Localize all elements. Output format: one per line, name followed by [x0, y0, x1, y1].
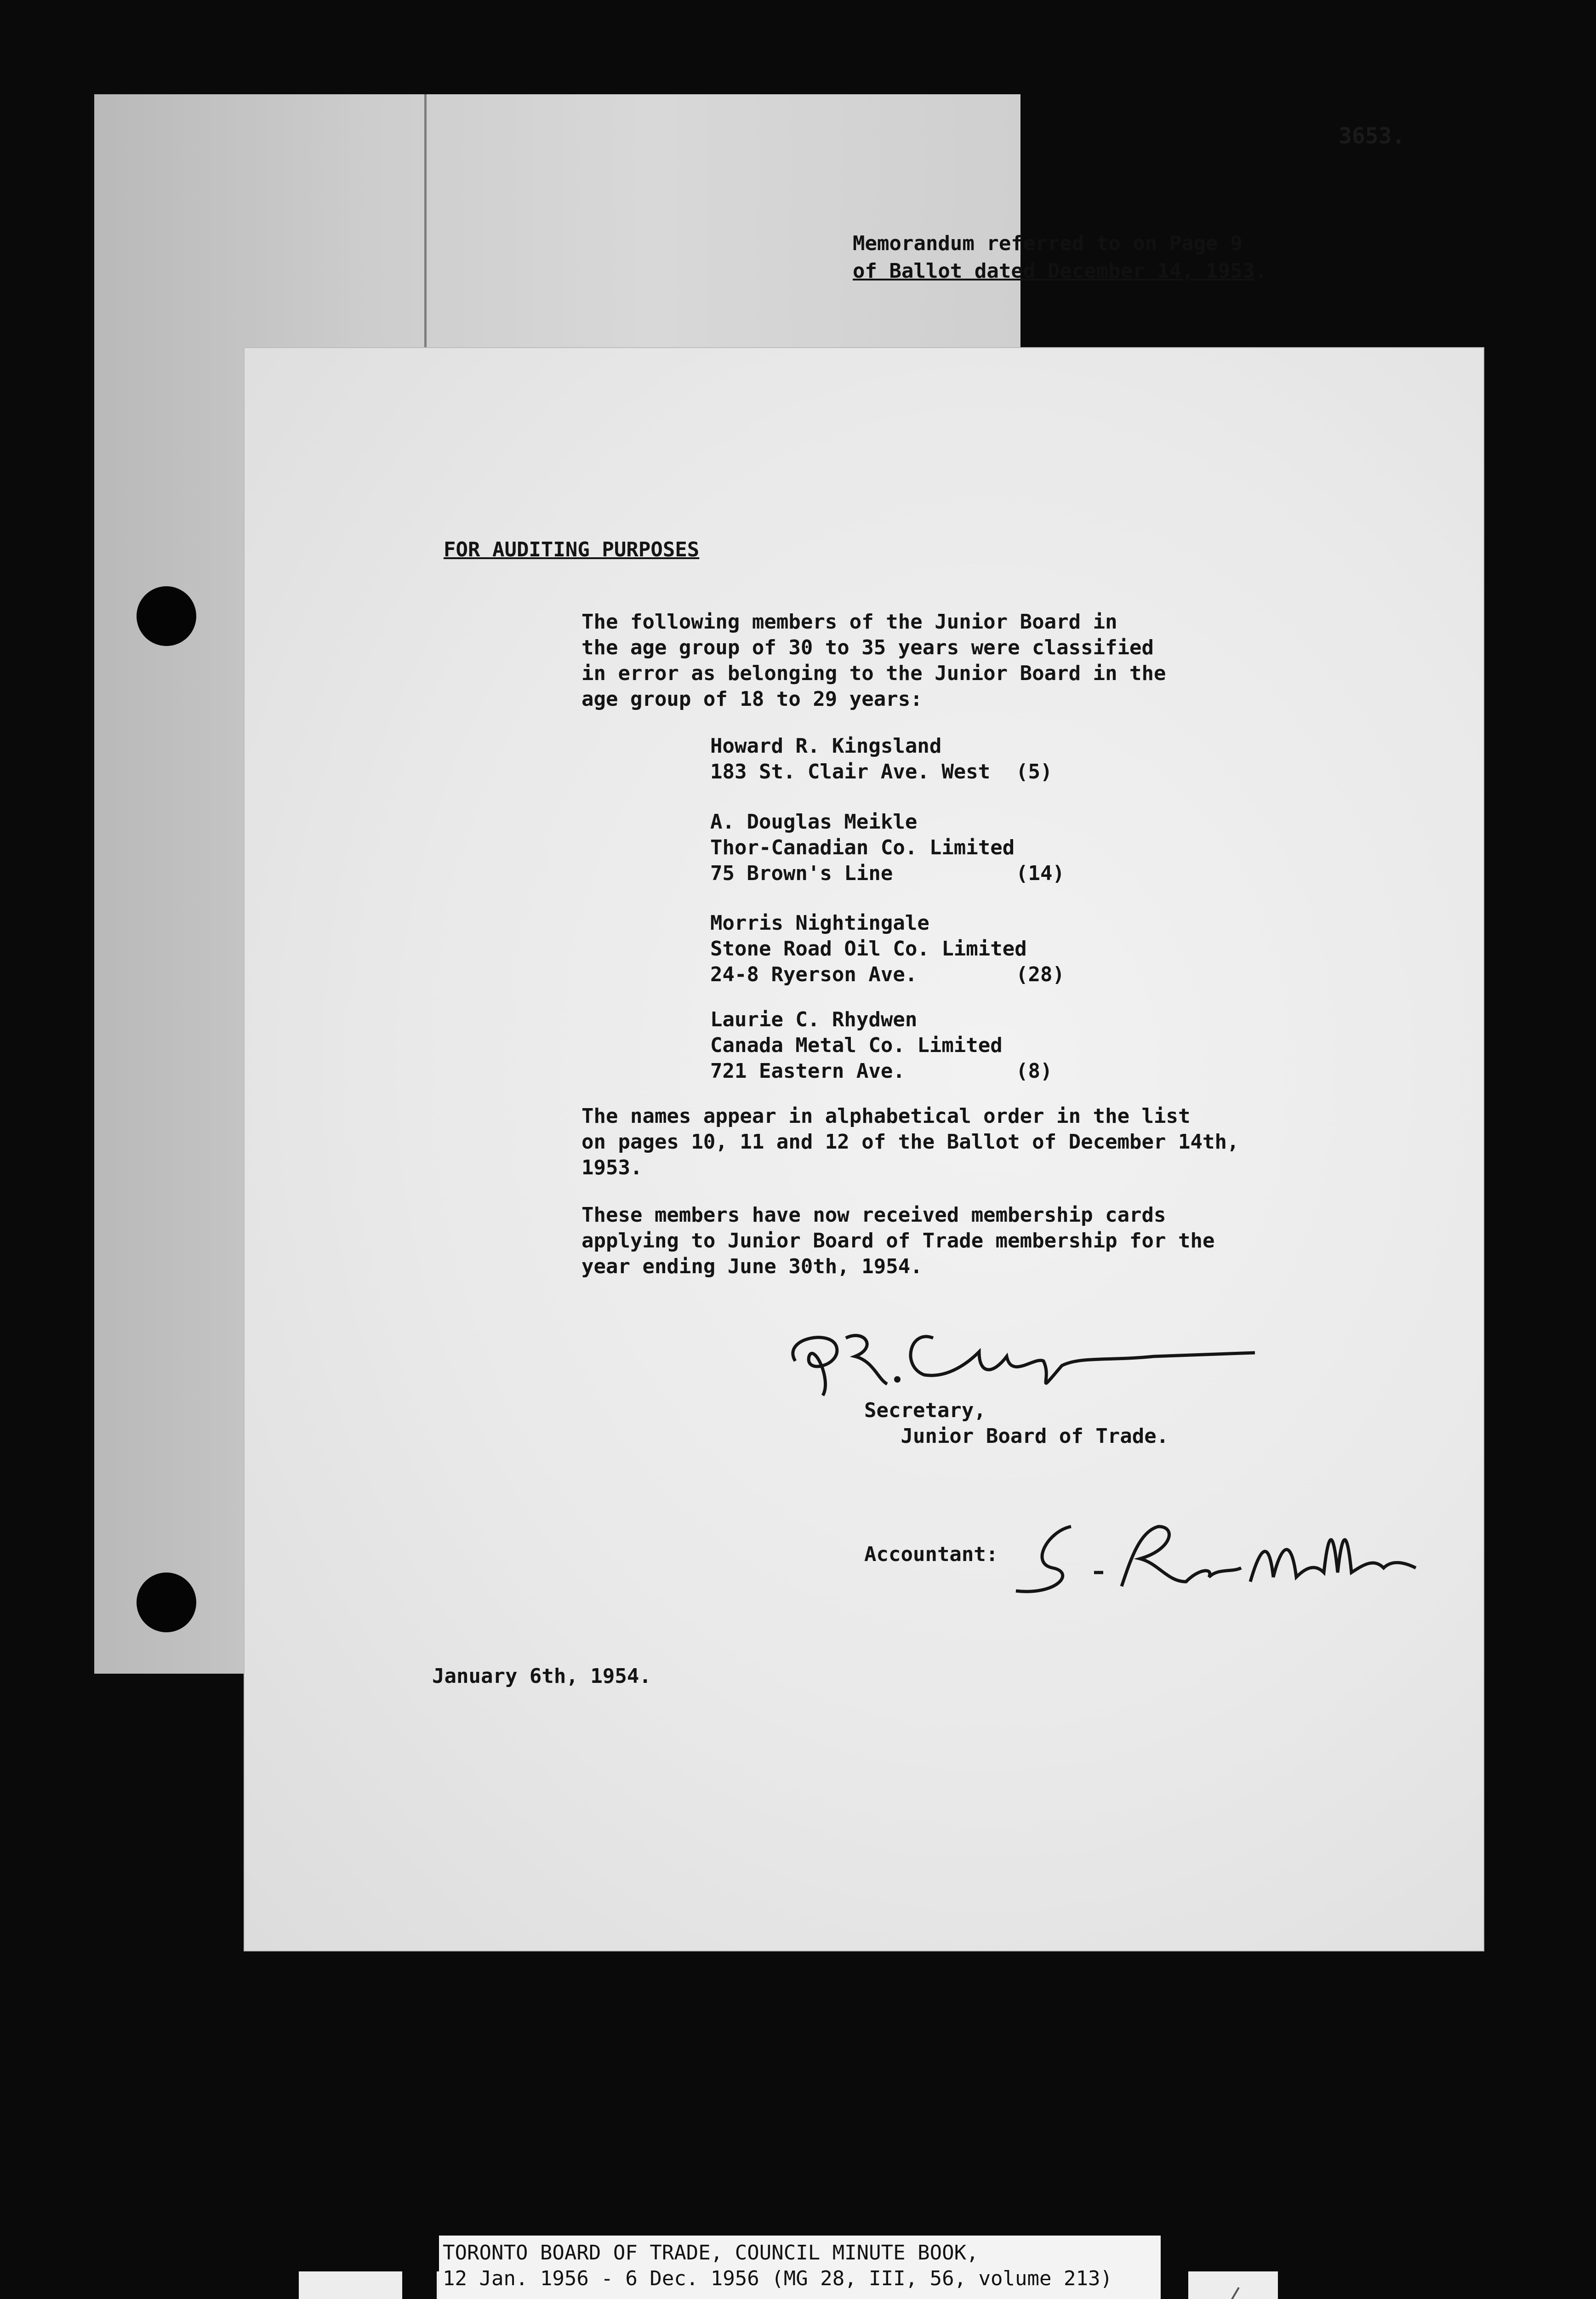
- member-entry-3: Morris Nightingale Stone Road Oil Co. Limited 24-8 Ryerson Ave.: [710, 911, 1027, 986]
- intro-paragraph: The following members of the Junior Board in the age group of 30 to 35 years were classified in error as belonging to the Junior Board in the age group of 18 to 29 years:: [581, 610, 1166, 711]
- memo-reference: [853, 230, 1267, 285]
- memo-date: January 6th, 1954.: [432, 1664, 651, 1688]
- member-number-1: (5): [1016, 760, 1053, 783]
- accountant-signature: [1002, 1513, 1425, 1605]
- memo-reference-line2: of Ballot dated December 14, 1953: [853, 259, 1255, 283]
- secretary-title: Secretary, Junior Board of Trade.: [864, 1399, 1169, 1448]
- archive-reference-label: TORONTO BOARD OF TRADE, COUNCIL MINUTE BOOK, 12 Jan. 1956 - 6 Dec. 1956 (MG 28, III, 56, volume 213): [439, 2236, 1161, 2299]
- stamp-slot-left: [402, 2271, 437, 2299]
- page-number: 3653.: [1339, 123, 1405, 149]
- memo-reference-period: .: [1254, 259, 1267, 283]
- member-entry-2: A. Douglas Meikle Thor-Canadian Co. Limited 75 Brown's Line: [710, 810, 1015, 885]
- punch-hole-bottom: [137, 1573, 196, 1632]
- member-entry-1: Howard R. Kingsland 183 St. Clair Ave. West: [710, 734, 991, 783]
- accountant-label: Accountant:: [864, 1543, 998, 1566]
- punch-hole-top: [137, 586, 196, 646]
- pen-mark: [1214, 2285, 1241, 2299]
- member-number-3: (28): [1016, 963, 1065, 986]
- memo-reference-line1: Memorandum referred to on Page 9: [853, 232, 1243, 255]
- memo-heading: FOR AUDITING PURPOSES: [444, 538, 700, 561]
- secretary-signature: [777, 1310, 1260, 1402]
- membership-cards-paragraph: These members have now received membership cards applying to Junior Board of Trade membership for the year ending June 30th, 1954.: [581, 1203, 1215, 1278]
- member-entry-4: Laurie C. Rhydwen Canada Metal Co. Limited 721 Eastern Ave.: [710, 1008, 1003, 1083]
- alphabetical-order-paragraph: The names appear in alphabetical order in the list on pages 10, 11 and 12 of the Ballot of December 14th, 1953.: [581, 1104, 1239, 1179]
- member-number-2: (14): [1016, 862, 1065, 885]
- member-number-4: (8): [1016, 1059, 1053, 1083]
